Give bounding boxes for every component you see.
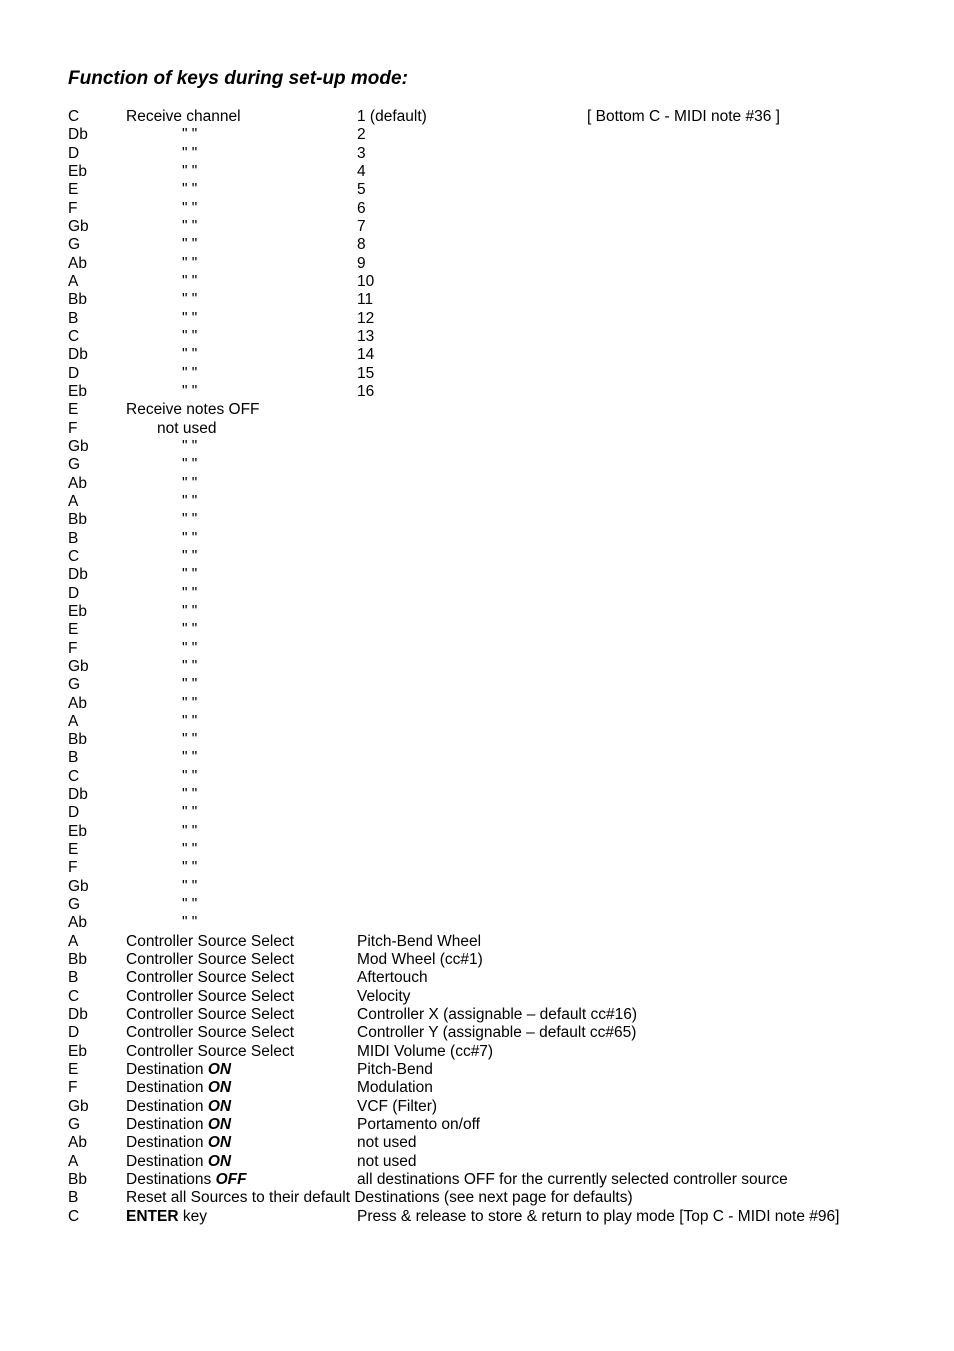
function-text: " " (182, 327, 198, 345)
key-value: not used (357, 1134, 417, 1152)
key-value: 10 (357, 272, 375, 290)
table-row (68, 218, 948, 236)
table-row (68, 1024, 948, 1042)
key-function (182, 896, 197, 914)
function-text: " " (182, 309, 198, 327)
table-row (68, 438, 948, 456)
key-function (126, 1189, 633, 1207)
function-text: Controller Source Select (126, 1006, 294, 1024)
key-value: 6 (357, 199, 366, 217)
key-value: VCF (Filter) (357, 1097, 438, 1115)
table-row (68, 731, 948, 749)
function-state: ON (207, 1134, 232, 1152)
key-value: 15 (357, 364, 375, 382)
function-text: " " (182, 822, 198, 840)
table-row (68, 200, 948, 218)
key-note: Eb (68, 822, 87, 840)
key-note: Gb (68, 657, 89, 675)
function-text: Controller Source Select (126, 987, 294, 1005)
function-text: " " (182, 181, 198, 199)
key-function (182, 713, 197, 731)
key-note: C (68, 327, 80, 345)
key-note: C (68, 1207, 80, 1225)
key-note: F (68, 639, 78, 657)
key-value: 2 (357, 126, 366, 144)
key-function (182, 804, 197, 822)
key-note: Db (68, 1006, 88, 1024)
table-row (68, 658, 948, 676)
table-row (68, 841, 948, 859)
key-function (182, 438, 197, 456)
function-text: Controller Source Select (126, 951, 294, 969)
table-row (68, 163, 948, 181)
key-value: Controller Y (assignable – default cc#65) (357, 1024, 637, 1042)
function-text: " " (182, 694, 198, 712)
function-text: " " (182, 492, 198, 510)
function-text: " " (182, 144, 198, 162)
key-note: E (68, 401, 79, 419)
key-function (182, 530, 197, 548)
table-row (68, 383, 948, 401)
key-note: F (68, 199, 78, 217)
key-note: B (68, 749, 79, 767)
table-row (68, 511, 948, 529)
key-function (182, 328, 197, 346)
key-note: D (68, 364, 80, 382)
key-function (126, 988, 294, 1006)
function-text: " " (182, 437, 198, 455)
page-title: Function of keys during set-up mode: (68, 68, 408, 89)
function-state: OFF (215, 1171, 247, 1189)
function-text: " " (182, 676, 198, 694)
function-text: " " (182, 162, 198, 180)
key-value: 8 (357, 236, 366, 254)
key-function (182, 786, 197, 804)
function-text: key (178, 1207, 207, 1225)
key-value: Pitch-Bend Wheel (357, 932, 482, 950)
function-text: " " (182, 804, 198, 822)
function-text: " " (182, 841, 198, 859)
key-function (126, 1079, 231, 1097)
key-function (182, 640, 197, 658)
function-text: Receive channel (126, 108, 241, 125)
table-row (68, 548, 948, 566)
key-value: 5 (357, 181, 366, 199)
table-row (68, 640, 948, 658)
key-function (182, 603, 197, 621)
table-row (68, 969, 948, 987)
key-function (182, 749, 197, 767)
key-function (182, 695, 197, 713)
key-value: Mod Wheel (cc#1) (357, 951, 483, 969)
table-row (68, 603, 948, 621)
function-text: " " (182, 126, 198, 144)
key-note: C (68, 987, 80, 1005)
key-function (182, 878, 197, 896)
key-function (182, 163, 197, 181)
table-row (68, 181, 948, 199)
table-row (68, 365, 948, 383)
key-function (182, 841, 197, 859)
function-text: " " (182, 584, 198, 602)
key-note: B (68, 1189, 79, 1207)
key-note: Ab (68, 914, 87, 932)
key-note: Ab (68, 1134, 87, 1152)
key-value: Velocity (357, 987, 411, 1005)
key-function (182, 859, 197, 877)
key-function (182, 145, 197, 163)
key-note: D (68, 804, 80, 822)
key-note: E (68, 841, 79, 859)
key-note: E (68, 1061, 79, 1079)
table-row (68, 346, 948, 364)
key-function-table (68, 108, 948, 1226)
key-note: B (68, 969, 79, 987)
key-value: 16 (357, 382, 375, 400)
function-text: " " (182, 877, 198, 895)
table-row (68, 988, 948, 1006)
function-emphasis: ENTER (126, 1207, 179, 1225)
key-function (182, 291, 197, 309)
key-function (182, 658, 197, 676)
key-note: D (68, 584, 80, 602)
key-note: Eb (68, 162, 87, 180)
key-note: F (68, 419, 78, 437)
key-function (157, 420, 216, 438)
key-note: F (68, 1079, 78, 1097)
function-text: " " (182, 712, 198, 730)
function-text: " " (182, 859, 198, 877)
table-row (68, 768, 948, 786)
function-text: " " (182, 767, 198, 785)
key-function (126, 1006, 294, 1024)
key-note: Ab (68, 254, 87, 272)
table-row (68, 1189, 948, 1207)
table-row (68, 933, 948, 951)
table-row (68, 145, 948, 163)
table-row (68, 328, 948, 346)
function-text: " " (182, 474, 198, 492)
key-value: all destinations OFF for the currently selected controller source (357, 1171, 788, 1189)
function-text: not used (157, 419, 217, 437)
table-row (68, 1134, 948, 1152)
table-row (68, 621, 948, 639)
table-row (68, 1153, 948, 1171)
key-value: 1 (default) (357, 108, 427, 125)
key-note: Db (68, 126, 88, 144)
key-function (126, 1134, 231, 1152)
table-row (68, 475, 948, 493)
table-row (68, 823, 948, 841)
function-text: " " (182, 914, 198, 932)
key-note: Db (68, 786, 88, 804)
key-note: Ab (68, 474, 87, 492)
table-row (68, 236, 948, 254)
key-function (126, 1098, 231, 1116)
key-value: 11 (357, 291, 374, 309)
key-note: G (68, 236, 81, 254)
key-function (182, 346, 197, 364)
key-function (182, 181, 197, 199)
table-row (68, 951, 948, 969)
key-function (126, 1024, 294, 1042)
function-text: " " (182, 602, 198, 620)
key-note: G (68, 896, 81, 914)
function-text: Controller Source Select (126, 969, 294, 987)
function-text: " " (182, 199, 198, 217)
table-row (68, 1171, 948, 1189)
table-row (68, 878, 948, 896)
key-function (182, 621, 197, 639)
function-text: Reset all Sources to their default Destinations (see next page for defaults) (126, 1189, 633, 1207)
key-function (182, 310, 197, 328)
key-function (126, 1043, 294, 1061)
table-row (68, 749, 948, 767)
key-function (182, 511, 197, 529)
key-note: D (68, 1024, 80, 1042)
function-text: " " (182, 731, 198, 749)
table-row (68, 126, 948, 144)
key-function (182, 566, 197, 584)
function-text: " " (182, 749, 198, 767)
key-note: G (68, 1116, 81, 1134)
function-text: " " (182, 786, 198, 804)
key-function (182, 218, 197, 236)
function-state: ON (207, 1152, 232, 1170)
function-text: Destination (126, 1097, 208, 1115)
key-value: Aftertouch (357, 969, 428, 987)
key-function (126, 1208, 207, 1226)
table-row (68, 1079, 948, 1097)
table-row (68, 1116, 948, 1134)
key-function (182, 236, 197, 254)
key-function (182, 676, 197, 694)
key-note-reference: [ Bottom C - MIDI note #36 ] (587, 108, 780, 125)
key-note: Gb (68, 1097, 89, 1115)
key-function (126, 401, 260, 419)
function-text: Receive notes OFF (126, 401, 260, 419)
function-text: " " (182, 346, 198, 364)
function-text: " " (182, 272, 198, 290)
key-note: B (68, 529, 79, 547)
key-value: 13 (357, 327, 375, 345)
table-row (68, 1006, 948, 1024)
function-text: " " (182, 254, 198, 272)
function-text: " " (182, 547, 198, 565)
table-row (68, 804, 948, 822)
key-note: Bb (68, 291, 87, 309)
key-note: G (68, 456, 81, 474)
table-row (68, 108, 948, 126)
table-row (68, 914, 948, 932)
key-function (126, 1171, 247, 1189)
key-note: A (68, 712, 79, 730)
key-function (126, 108, 241, 126)
function-text: Destinations (126, 1171, 216, 1189)
key-function (182, 273, 197, 291)
key-note: Bb (68, 731, 87, 749)
key-note: E (68, 621, 79, 639)
key-function (126, 951, 294, 969)
key-function (182, 823, 197, 841)
key-function (182, 493, 197, 511)
key-note: Db (68, 346, 88, 364)
key-function (182, 585, 197, 603)
table-row (68, 420, 948, 438)
key-value: Pitch-Bend (357, 1061, 433, 1079)
key-function (182, 365, 197, 383)
table-row (68, 456, 948, 474)
table-row (68, 713, 948, 731)
table-row (68, 1043, 948, 1061)
function-text: " " (182, 639, 198, 657)
key-note: Gb (68, 437, 89, 455)
key-value: 14 (357, 346, 375, 364)
key-note: Bb (68, 1171, 87, 1189)
key-function (182, 548, 197, 566)
function-text: Destination (126, 1134, 208, 1152)
function-text: " " (182, 236, 198, 254)
key-note: Bb (68, 511, 87, 529)
table-row (68, 255, 948, 273)
key-note: Bb (68, 951, 87, 969)
key-note: C (68, 108, 80, 125)
function-text: Destination (126, 1061, 208, 1079)
key-function (126, 933, 294, 951)
key-note: A (68, 1152, 79, 1170)
table-row (68, 401, 948, 419)
key-note: Gb (68, 877, 89, 895)
function-state: ON (207, 1116, 232, 1134)
function-text: " " (182, 291, 198, 309)
function-text: Destination (126, 1152, 208, 1170)
key-function (182, 475, 197, 493)
key-note: E (68, 181, 79, 199)
function-text: Controller Source Select (126, 1024, 294, 1042)
key-note: B (68, 309, 79, 327)
table-row (68, 1208, 948, 1226)
function-text: Destination (126, 1079, 208, 1097)
function-text: " " (182, 529, 198, 547)
key-value: MIDI Volume (cc#7) (357, 1042, 494, 1060)
key-function (182, 914, 197, 932)
key-value: 4 (357, 162, 366, 180)
key-function (182, 255, 197, 273)
table-row (68, 273, 948, 291)
key-note: Eb (68, 1042, 87, 1060)
key-function (182, 383, 197, 401)
key-note: C (68, 767, 80, 785)
function-text: Controller Source Select (126, 932, 294, 950)
table-row (68, 530, 948, 548)
key-note: Eb (68, 382, 87, 400)
table-row (68, 896, 948, 914)
key-function (182, 200, 197, 218)
function-text: " " (182, 217, 198, 235)
table-row (68, 786, 948, 804)
table-row (68, 1098, 948, 1116)
key-value: Controller X (assignable – default cc#16) (357, 1006, 638, 1024)
key-note: D (68, 144, 80, 162)
function-text: " " (182, 657, 198, 675)
function-text: " " (182, 566, 198, 584)
table-row (68, 566, 948, 584)
key-function (182, 456, 197, 474)
function-text: " " (182, 382, 198, 400)
key-note: A (68, 272, 79, 290)
key-function (126, 1061, 231, 1079)
key-note: Gb (68, 217, 89, 235)
key-note: Db (68, 566, 88, 584)
key-value: 12 (357, 309, 375, 327)
table-row (68, 585, 948, 603)
key-value: Press & release to store & return to play mode [Top C - MIDI note #96] (357, 1207, 840, 1225)
function-state: ON (207, 1061, 232, 1079)
key-value: Portamento on/off (357, 1116, 480, 1134)
function-text: Destination (126, 1116, 208, 1134)
key-function (182, 768, 197, 786)
key-function (126, 969, 294, 987)
key-value: Modulation (357, 1079, 433, 1097)
table-row (68, 859, 948, 877)
table-row (68, 310, 948, 328)
key-value: 3 (357, 144, 366, 162)
key-value: not used (357, 1152, 417, 1170)
function-text: " " (182, 511, 198, 529)
table-row (68, 676, 948, 694)
key-note: F (68, 859, 78, 877)
function-state: ON (207, 1097, 232, 1115)
table-row (68, 493, 948, 511)
key-function (182, 731, 197, 749)
key-function (126, 1116, 231, 1134)
key-note: Eb (68, 602, 87, 620)
key-function (182, 126, 197, 144)
function-state: ON (207, 1079, 232, 1097)
function-text: Controller Source Select (126, 1042, 294, 1060)
table-row (68, 1061, 948, 1079)
key-note: C (68, 547, 80, 565)
key-note: G (68, 676, 81, 694)
function-text: " " (182, 896, 198, 914)
key-value: 7 (357, 217, 366, 235)
function-text: " " (182, 621, 198, 639)
function-text: " " (182, 456, 198, 474)
key-note: Ab (68, 694, 87, 712)
key-function (126, 1153, 231, 1171)
table-row (68, 695, 948, 713)
key-note: A (68, 492, 79, 510)
function-text: " " (182, 364, 198, 382)
key-note: A (68, 932, 79, 950)
table-row (68, 291, 948, 309)
key-value: 9 (357, 254, 366, 272)
